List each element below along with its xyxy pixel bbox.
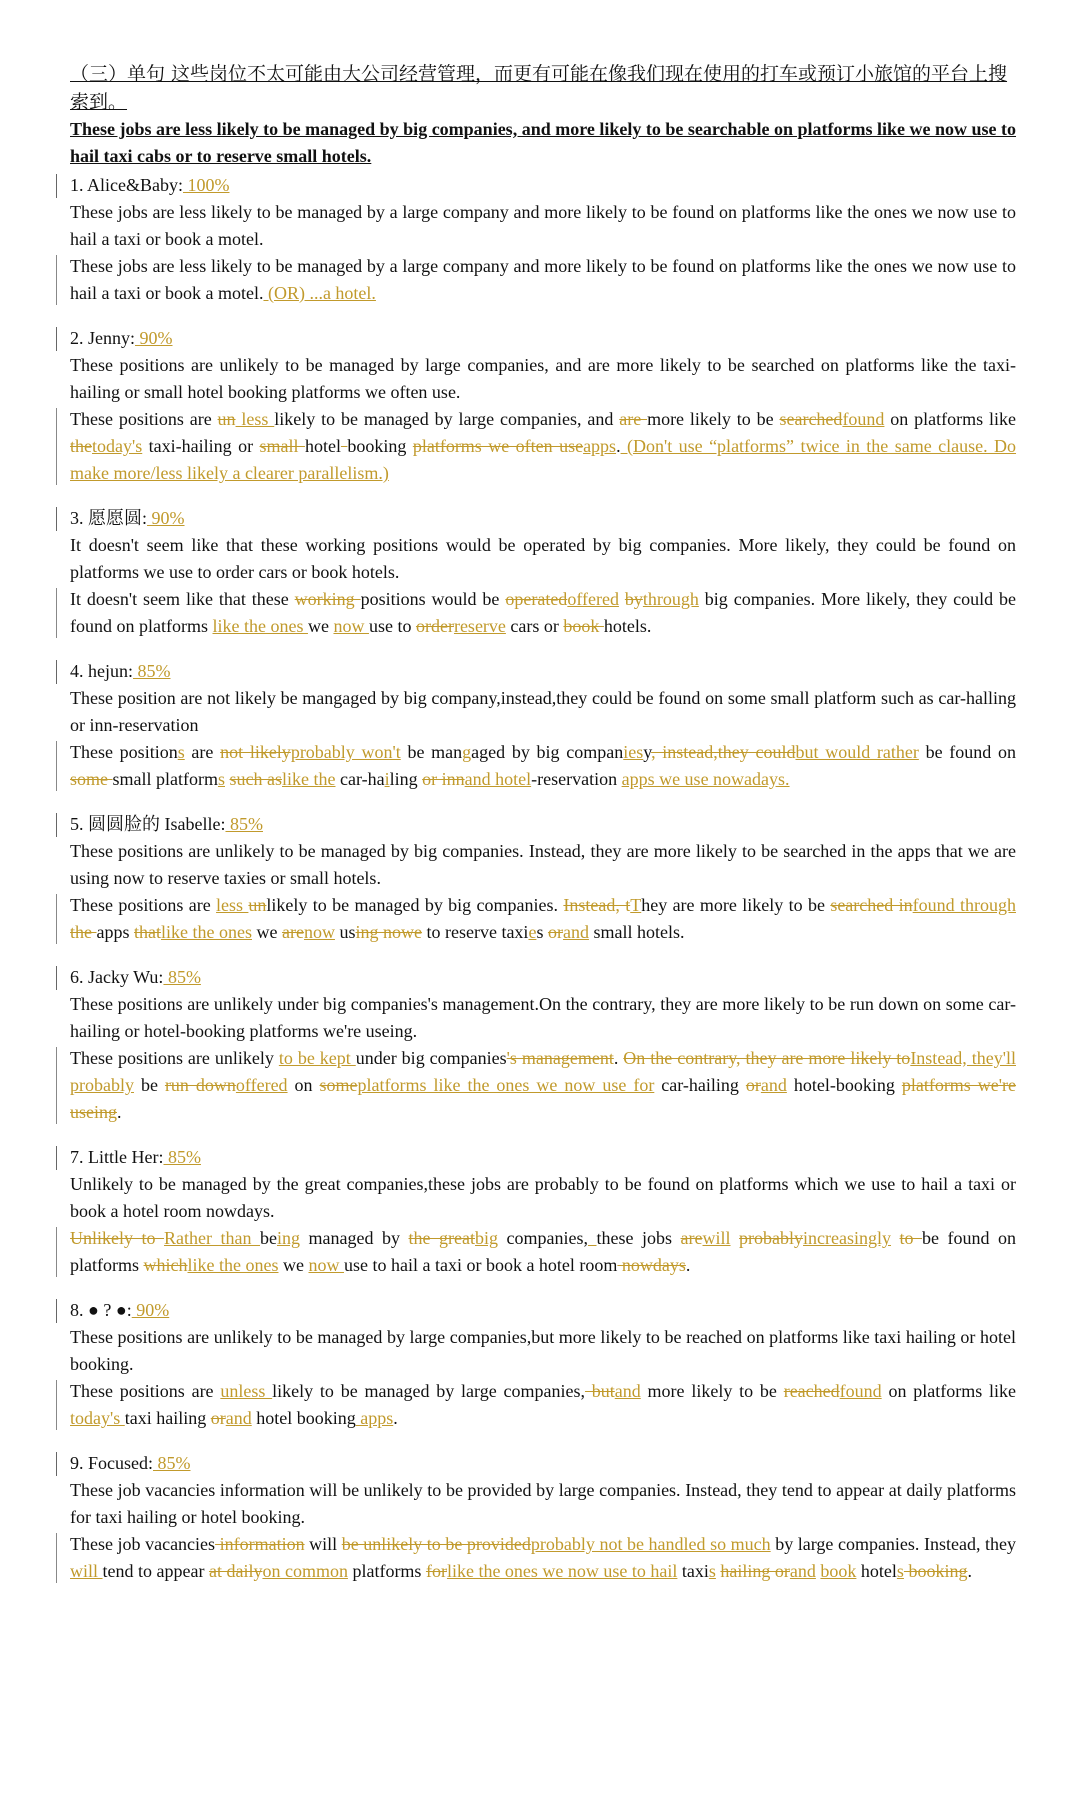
deleted-text: the great: [408, 1228, 475, 1248]
kept-text: on platforms like: [884, 409, 1016, 429]
kept-text: small hotels.: [588, 922, 685, 942]
entry-title: [70, 658, 1016, 685]
entry-title: [70, 964, 1016, 991]
inserted-text: reserve: [453, 616, 506, 636]
kept-text: we: [251, 922, 282, 942]
revised-sentence: [70, 253, 1016, 307]
margin-bar: [56, 660, 57, 684]
margin-bar: [56, 1299, 57, 1323]
kept-text: by large companies. Instead, they: [770, 1534, 1017, 1554]
kept-text: y: [643, 742, 652, 762]
inserted-text: like the ones: [212, 616, 308, 636]
kept-text: we: [307, 616, 334, 636]
deleted-text: which: [143, 1255, 188, 1275]
kept-text: likely to be managed by large companies,: [272, 1381, 585, 1401]
kept-text: hotel: [856, 1561, 897, 1581]
margin-bar: [56, 1146, 57, 1170]
kept-text: to reserve taxi: [421, 922, 529, 942]
kept-text: .: [613, 1048, 624, 1068]
kept-text: These positions are: [70, 895, 217, 915]
deleted-text: some: [70, 769, 113, 789]
score-label: 85%: [225, 814, 263, 834]
kept-text: use to: [368, 616, 416, 636]
deleted-text: On the contrary, they are more likely to: [623, 1048, 911, 1068]
kept-text: taxi-hailing or: [142, 436, 260, 456]
revised-sentence: [70, 1378, 1016, 1432]
chinese-prompt: （三）单句 这些岗位不太可能由大公司经营管理，而更有可能在像我们现在使用的打车或预订小旅馆的平台上搜索到。: [70, 63, 1008, 113]
kept-text: car-ha: [335, 769, 385, 789]
kept-text: hotel-booking: [786, 1075, 902, 1095]
kept-text: be: [133, 1075, 165, 1095]
deleted-text: by: [624, 589, 643, 609]
kept-text: small platform: [112, 769, 218, 789]
inserted-text: i: [384, 769, 390, 789]
inserted-text: ing: [277, 1228, 301, 1248]
entry-title: [70, 1297, 1016, 1324]
deleted-text: Unlikely to: [70, 1228, 165, 1248]
revision-margin-bar: [56, 1533, 57, 1583]
kept-text: These positions are: [70, 1381, 221, 1401]
revised-sentence: [70, 1225, 1016, 1279]
kept-text: on: [287, 1075, 320, 1095]
kept-text: on platforms like: [881, 1381, 1017, 1401]
original-sentence: These positions are unlikely to be managed by big companies. Instead, they are more likely to be searched in the apps that we are using now to reserve taxies or small hotels.: [70, 841, 1016, 888]
kept-text: use to hail a taxi or book a hotel room: [343, 1255, 618, 1275]
deleted-text: working: [294, 589, 361, 609]
inserted-text: less: [216, 895, 249, 915]
revision-margin-bar: [56, 1047, 57, 1124]
deleted-text: such as: [229, 769, 282, 789]
kept-text: car-hailing: [654, 1075, 746, 1095]
author-name: 4. hejun:: [70, 661, 133, 681]
inserted-text: on common: [262, 1561, 348, 1581]
deleted-text: 's management: [506, 1048, 614, 1068]
original-sentence: These job vacancies information will be unlikely to be provided by large companies. Instead, they tend to appear at daily platforms for taxi hailing or hotel booking.: [70, 1480, 1016, 1527]
margin-bar: [56, 327, 57, 351]
inserted-text: now: [303, 922, 335, 942]
inserted-text: platforms like the ones we now use for: [357, 1075, 655, 1095]
score-label: 85%: [163, 967, 201, 987]
inserted-text: today's: [92, 436, 143, 456]
kept-text: .: [393, 1408, 398, 1428]
original-sentence: These position are not likely be mangaged by big company,instead,they could be found on some small platform such as car-halling or inn-reservation: [70, 688, 1016, 735]
inserted-text: and: [760, 1075, 787, 1095]
deleted-text: platforms we're useing: [70, 1075, 1017, 1122]
kept-text: [891, 1228, 900, 1248]
revision-margin-bar: [56, 588, 57, 638]
author-name: 5. 圆圆脸的 Isabelle:: [70, 814, 226, 834]
kept-text: likely to be managed by large companies, and: [274, 409, 620, 429]
margin-bar: [56, 174, 57, 198]
deleted-text: or: [547, 922, 563, 942]
inserted-text: found through: [912, 895, 1016, 915]
revised-sentence: [70, 406, 1016, 487]
deleted-text: the: [70, 436, 92, 456]
deleted-text: Instead, t: [563, 895, 631, 915]
inserted-text: will: [70, 1561, 103, 1581]
revision-margin-bar: [56, 894, 57, 944]
reference-translation: These jobs are less likely to be managed by big companies, and more likely to be searchable on platforms like we now use to hail taxi cabs or to reserve small hotels.: [70, 119, 1017, 166]
inserted-text: apps we use nowadays.: [621, 769, 790, 789]
kept-text: These position: [70, 742, 178, 762]
entry-title: [70, 1450, 1016, 1477]
kept-text: are: [184, 742, 221, 762]
deleted-text: probably: [739, 1228, 804, 1248]
kept-text: These positions are: [70, 409, 218, 429]
margin-bar: [56, 813, 57, 837]
deleted-text: un: [248, 895, 267, 915]
inserted-text: (OR) ...a hotel.: [263, 283, 376, 303]
kept-text: [731, 1228, 740, 1248]
original-sentence: These jobs are less likely to be managed by a large company and more likely to be found on platforms like the ones we now use to hail a taxi or book a motel.: [70, 202, 1016, 249]
inserted-text: apps: [355, 1408, 394, 1428]
inserted-text: probably won't: [290, 742, 401, 762]
entry-1: [70, 172, 1016, 307]
revision-margin-bar: [56, 408, 57, 485]
document-page: [70, 60, 1016, 1603]
inserted-text: unless: [220, 1381, 273, 1401]
deleted-text: or inn: [422, 769, 465, 789]
inserted-text: like the ones: [161, 922, 252, 942]
inserted-text: and: [562, 922, 589, 942]
kept-text: -reservation: [531, 769, 622, 789]
deleted-text: to: [899, 1228, 923, 1248]
entries-list: [70, 172, 1016, 1585]
kept-text: managed by: [300, 1228, 409, 1248]
score-label: 90%: [131, 1300, 170, 1320]
deleted-text: for: [425, 1561, 447, 1581]
inserted-text: like the ones we now use to hail: [446, 1561, 678, 1581]
inserted-text: s: [708, 1561, 716, 1581]
kept-text: cars or: [505, 616, 564, 636]
author-name: 9. Focused:: [70, 1453, 153, 1473]
score-label: 100%: [182, 175, 230, 195]
revision-margin-bar: [56, 1227, 57, 1277]
inserted-text: now: [333, 616, 369, 636]
kept-text: be man: [400, 742, 463, 762]
deleted-text: some: [319, 1075, 358, 1095]
deleted-text: reached: [783, 1381, 840, 1401]
revised-sentence: [70, 586, 1016, 640]
kept-text: likely to be managed by big companies.: [266, 895, 564, 915]
kept-text: big companies. More likely, they could be found on platforms: [70, 589, 1017, 636]
deleted-text: information: [215, 1534, 305, 1554]
kept-text: These job vacancies: [70, 1534, 216, 1554]
entry-8: [70, 1297, 1016, 1432]
original-sentence: These positions are unlikely under big companies's management.On the contrary, they are more likely to be run down on some car-hailing or hotel-booking platforms we're useing.: [70, 994, 1016, 1041]
deleted-text: are: [619, 409, 648, 429]
deleted-text: be unlikely to be provided: [341, 1534, 531, 1554]
deleted-text: that: [134, 922, 161, 942]
author-name: 3. 愿愿圆:: [70, 508, 148, 528]
inserted-text: probably not be handled so much: [530, 1534, 771, 1554]
revision-margin-bar: [56, 255, 57, 305]
score-label: 85%: [133, 661, 171, 681]
inserted-text: now: [308, 1255, 344, 1275]
inserted-text: s: [217, 769, 225, 789]
revised-sentence: [70, 1531, 1016, 1585]
original-sentence: These positions are unlikely to be managed by large companies, and are more likely to be searched on platforms like the taxi-hailing or small hotel booking platforms we often use.: [70, 355, 1016, 402]
inserted-text: but would rather: [795, 742, 919, 762]
revised-sentence: [70, 1045, 1016, 1126]
kept-text: apps: [96, 922, 134, 942]
kept-text: positions would be: [360, 589, 506, 609]
inserted-text: offered: [235, 1075, 288, 1095]
inserted-text: T: [630, 895, 642, 915]
deleted-text: the: [70, 922, 97, 942]
inserted-text: (Don't use “platforms” twice in the same clause. Do make more/less likely a clearer parallelism.): [70, 436, 1017, 483]
kept-text: under big companies: [355, 1048, 507, 1068]
deleted-text: searched in: [830, 895, 913, 915]
inserted-text: found: [839, 1381, 882, 1401]
inserted-text: Instead, they'll probably: [70, 1048, 1016, 1095]
inserted-text: and: [614, 1381, 641, 1401]
inserted-text: today's: [70, 1408, 125, 1428]
kept-text: hotels.: [603, 616, 652, 636]
deleted-text: at daily: [208, 1561, 263, 1581]
kept-text: more likely to be: [640, 1381, 784, 1401]
deleted-text: book: [563, 616, 604, 636]
kept-text: These jobs are less likely to be managed by a large company and more likely to be found on platforms like the ones we now use to hail a taxi or book a motel.: [70, 256, 1016, 303]
deleted-text: small: [259, 436, 305, 456]
kept-text: It doesn't seem like that these: [70, 589, 295, 609]
margin-bar: [56, 966, 57, 990]
inserted-text: big: [475, 1228, 499, 1248]
entry-title: [70, 505, 1016, 532]
kept-text: ling: [389, 769, 423, 789]
original-sentence: Unlikely to be managed by the great companies,these jobs are probably to be found on platforms which we use to hail a taxi or book a hotel room nowdays.: [70, 1174, 1016, 1221]
deleted-text: operated: [505, 589, 568, 609]
entry-3: [70, 505, 1016, 640]
kept-text: be: [260, 1228, 277, 1248]
deleted-text: hailing or: [720, 1561, 790, 1581]
inserted-text: to be kept: [278, 1048, 356, 1068]
inserted-text: s: [177, 742, 185, 762]
entry-title: [70, 811, 1016, 838]
inserted-text: through: [642, 589, 699, 609]
inserted-text: like the: [282, 769, 336, 789]
score-label: 85%: [163, 1147, 201, 1167]
kept-text: aged by big compan: [471, 742, 624, 762]
kept-text: taxi hailing: [124, 1408, 211, 1428]
deleted-text: are: [680, 1228, 703, 1248]
author-name: 6. Jacky Wu:: [70, 967, 164, 987]
kept-text: hey are more likely to be: [641, 895, 831, 915]
inserted-text: like the ones: [187, 1255, 279, 1275]
inserted-text: s: [896, 1561, 904, 1581]
inserted-text: book: [820, 1561, 857, 1581]
kept-text: us: [334, 922, 356, 942]
inserted-text: and: [225, 1408, 252, 1428]
deleted-text: or: [210, 1408, 226, 1428]
entry-title: [70, 172, 1016, 199]
revision-margin-bar: [56, 1380, 57, 1430]
deleted-text: nowdays: [617, 1255, 686, 1275]
kept-text: These positions are unlikely: [70, 1048, 279, 1068]
deleted-text: searched: [779, 409, 843, 429]
inserted-text: g: [462, 742, 472, 762]
score-label: 90%: [135, 328, 173, 348]
original-sentence: It doesn't seem like that these working positions would be operated by big companies. More likely, they could be found on platforms we use to order cars or book hotels.: [70, 535, 1016, 582]
kept-text: will: [304, 1534, 342, 1554]
revised-sentence: [70, 892, 1016, 946]
author-name: 8. ● ? ●:: [70, 1300, 132, 1320]
revision-margin-bar: [56, 741, 57, 791]
kept-text: taxi: [677, 1561, 709, 1581]
kept-text: booking: [347, 436, 413, 456]
kept-text: we: [278, 1255, 309, 1275]
kept-text: these jobs: [596, 1228, 681, 1248]
original-sentence: These positions are unlikely to be managed by large companies,but more likely to be reached on platforms like taxi hailing or hotel booking.: [70, 1327, 1016, 1374]
revised-sentence: [70, 739, 1016, 793]
deleted-text: ing nowe: [355, 922, 422, 942]
kept-text: more likely to be: [647, 409, 780, 429]
deleted-text: un: [217, 409, 236, 429]
inserted-text: offered: [567, 589, 619, 609]
deleted-text: order: [415, 616, 454, 636]
score-label: 90%: [147, 508, 185, 528]
kept-text: hotel: [304, 436, 341, 456]
kept-text: s: [536, 922, 548, 942]
inserted-text: and hotel: [464, 769, 532, 789]
entry-9: [70, 1450, 1016, 1585]
kept-text: .: [685, 1255, 691, 1275]
kept-text: .: [967, 1561, 972, 1581]
deleted-text: not likely: [220, 742, 291, 762]
entry-title: [70, 1144, 1016, 1171]
kept-text: platforms: [347, 1561, 426, 1581]
inserted-text: Rather than: [164, 1228, 260, 1248]
inserted-text: e: [528, 922, 537, 942]
score-label: 85%: [153, 1453, 191, 1473]
entry-4: [70, 658, 1016, 793]
entry-7: [70, 1144, 1016, 1279]
kept-text: companies,: [498, 1228, 588, 1248]
margin-bar: [56, 1452, 57, 1476]
margin-bar: [56, 507, 57, 531]
entry-6: [70, 964, 1016, 1126]
kept-text: be found on platforms: [70, 1228, 1017, 1275]
inserted-text: ies: [623, 742, 644, 762]
entry-5: [70, 811, 1016, 946]
kept-text: tend to appear: [102, 1561, 209, 1581]
entry-2: [70, 325, 1016, 487]
deleted-text: or: [745, 1075, 761, 1095]
kept-text: .: [616, 436, 621, 456]
inserted-text: and: [789, 1561, 816, 1581]
kept-text: be found on: [918, 742, 1016, 762]
inserted-text: will: [702, 1228, 731, 1248]
deleted-text: booking: [903, 1561, 968, 1581]
inserted-text: less: [235, 409, 275, 429]
inserted-text: [588, 1228, 597, 1248]
entry-title: [70, 325, 1016, 352]
inserted-text: apps: [583, 436, 617, 456]
inserted-text: increasingly: [803, 1228, 892, 1248]
deleted-text: but: [584, 1381, 615, 1401]
deleted-text: , instead,they could: [651, 742, 796, 762]
deleted-text: run down: [164, 1075, 236, 1095]
deleted-text: are: [281, 922, 304, 942]
kept-text: .: [117, 1102, 122, 1122]
author-name: 1. Alice&Baby:: [70, 175, 183, 195]
inserted-text: found: [842, 409, 885, 429]
kept-text: hotel booking: [251, 1408, 356, 1428]
author-name: 2. Jenny:: [70, 328, 135, 348]
author-name: 7. Little Her:: [70, 1147, 164, 1167]
deleted-text: platforms we often use: [412, 436, 584, 456]
